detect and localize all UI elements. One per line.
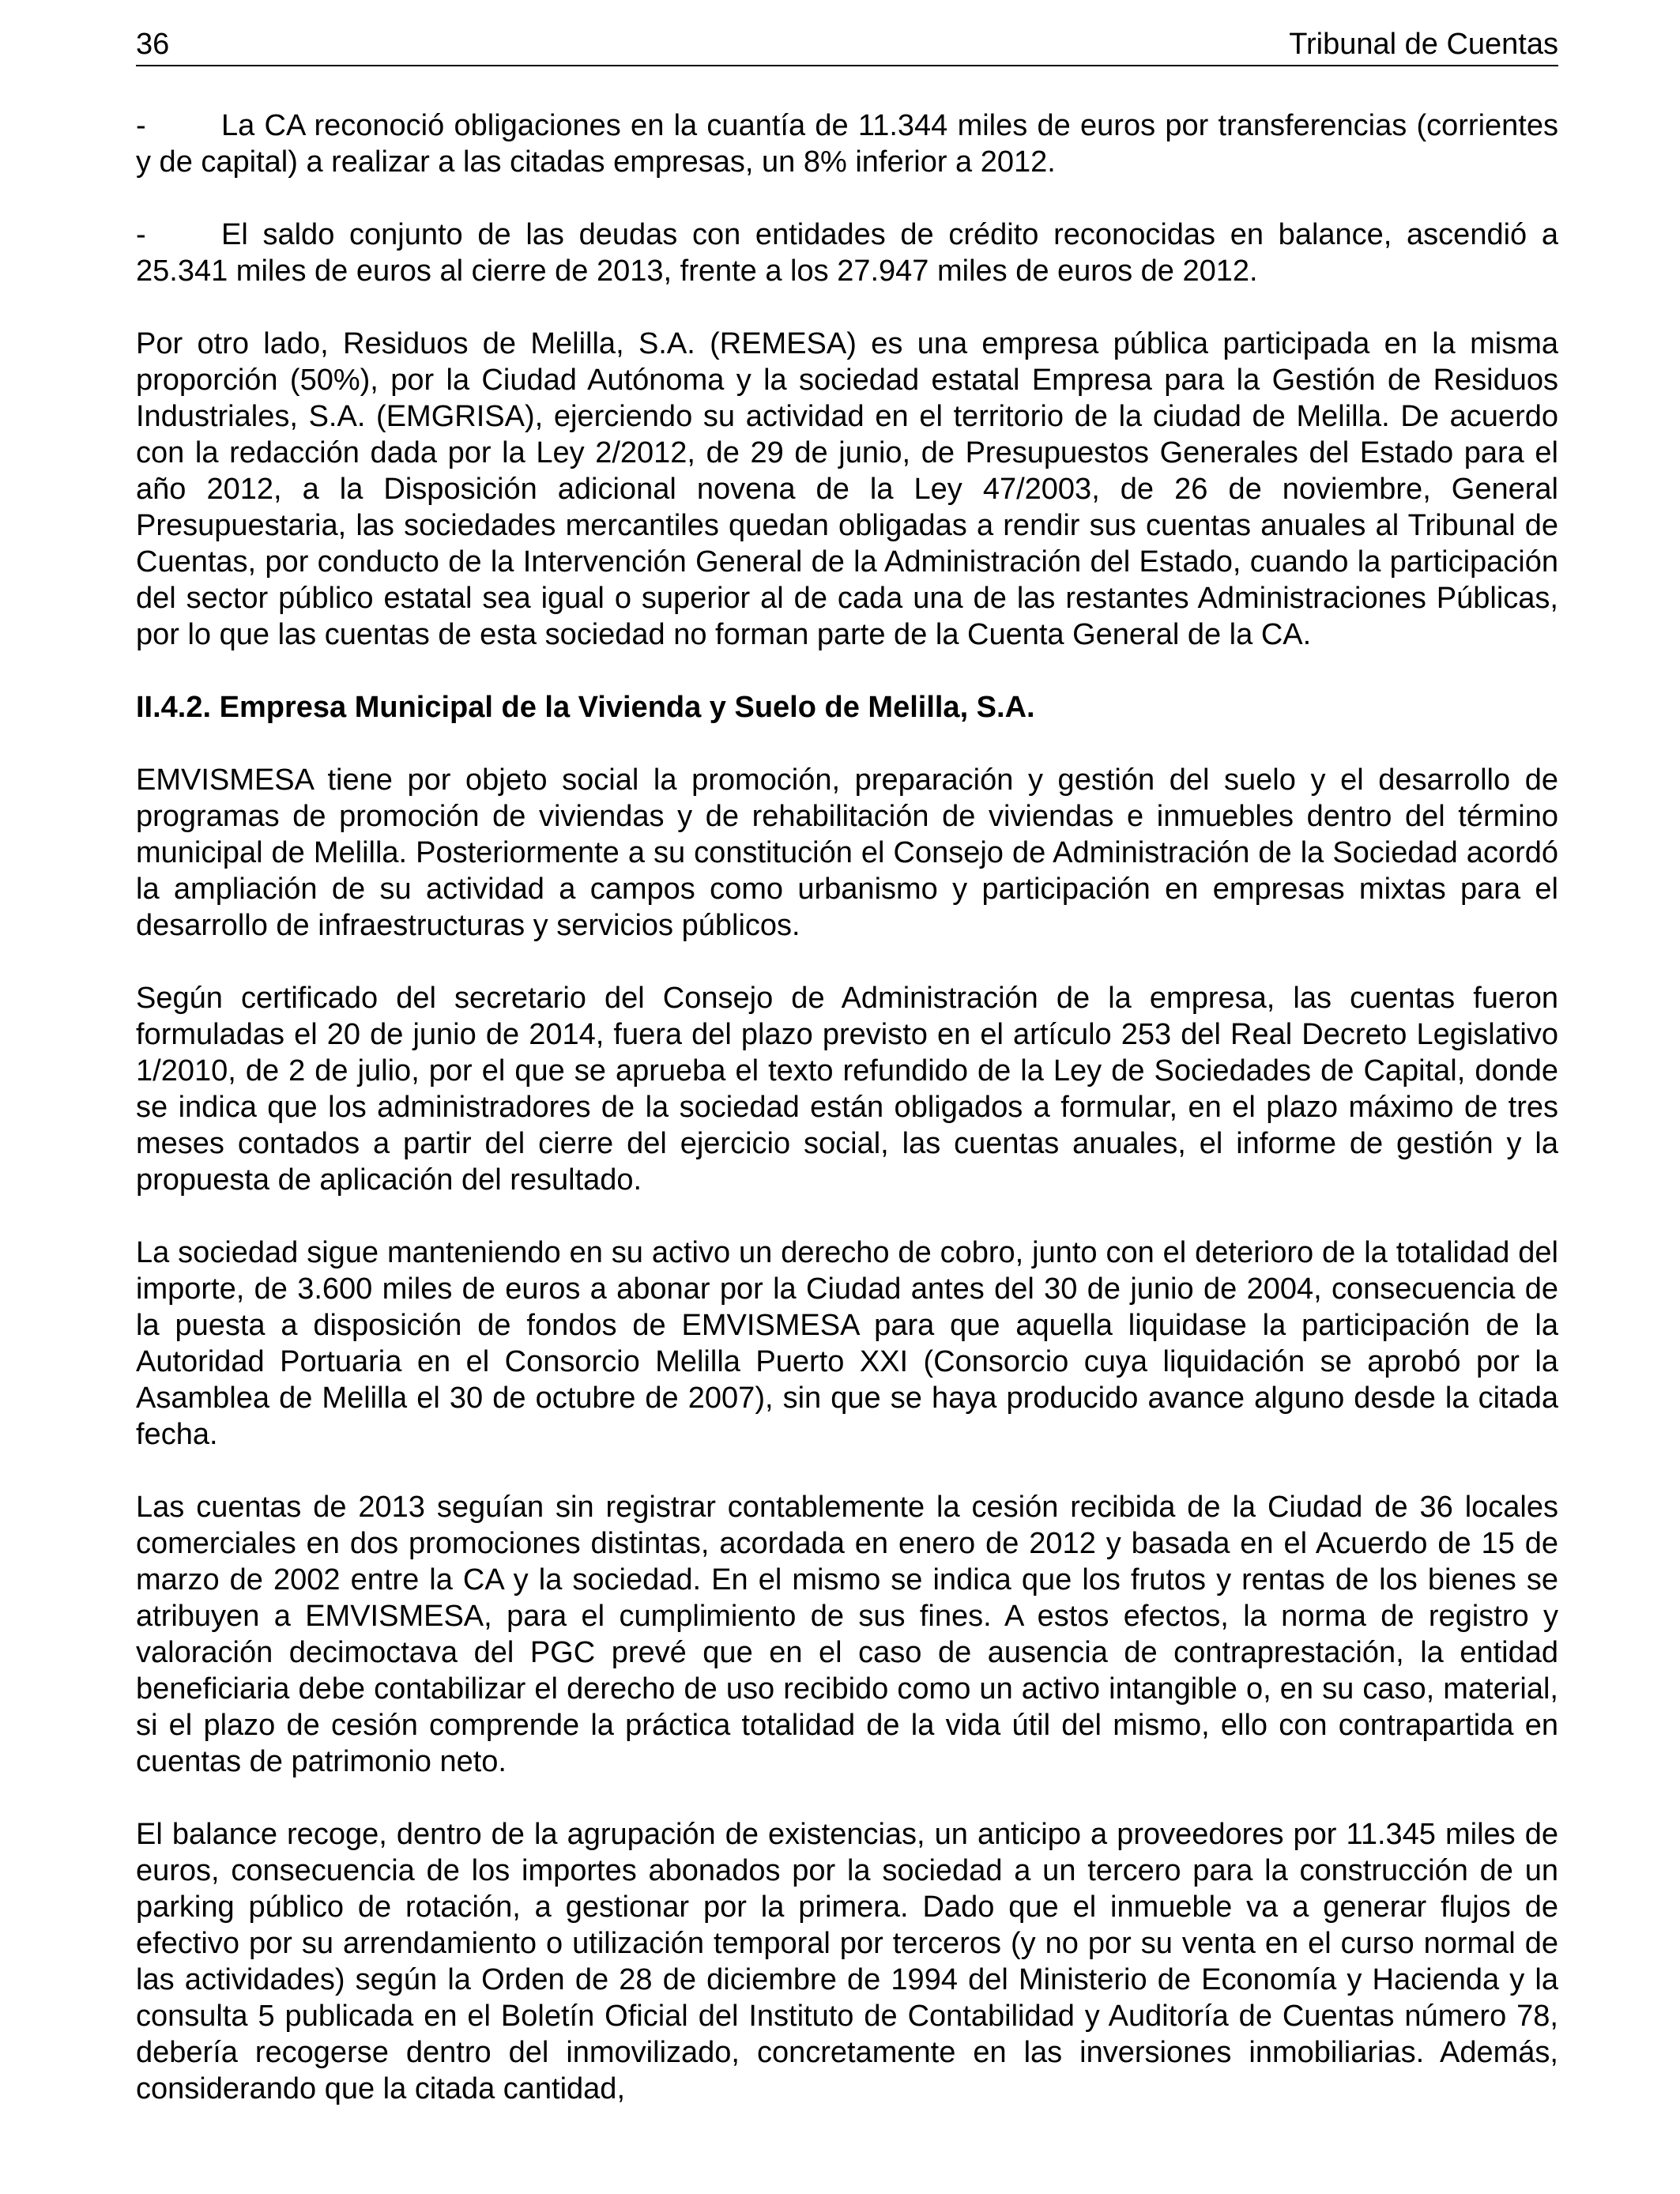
running-title: Tribunal de Cuentas [1289, 28, 1558, 61]
paragraph-balance: El balance recoge, dentro de la agrupación de existencias, un anticipo a proveedores por 11.345 miles de euros, consecuencia de los importes abonados por la sociedad a un tercero para la construcción de un parking público de rotación, a gestionar por la primera. Dado que el inmueble va a generar flujos de efectivo por su arrendamiento o utilización temporal por terceros (y no por su venta en el curso normal de las actividades) según la Orden de 28 de diciembre de 1994 del Ministerio de Economía y Hacienda y la consulta 5 publicada en el Boletín Oficial del Instituto de Contabilidad y Auditoría de Cuentas número 78, debería recogerse dentro del inmovilizado, concretamente en las inversiones inmobiliarias. Además, considerando que la citada cantidad, [136, 1818, 1558, 2105]
bullet-dash: - [136, 109, 146, 142]
bullet-item-deudas [136, 217, 1558, 289]
paragraph-cesion-locales: Las cuentas de 2013 seguían sin registrar contablemente la cesión recibida de la Ciudad de 36 locales comerciales en dos promociones distintas, acordada en enero de 2012 y basada en el Acuerdo de 15 de marzo de 2002 entre la CA y la sociedad. En el mismo se indica que los frutos y rentas de los bienes se atribuyen a EMVISMESA, para el cumplimiento de sus fines. A estos efectos, la norma de registro y valoración decimoctava del PGC prevé que en el caso de ausencia de contraprestación, la entidad beneficiaria debe contabilizar el derecho de uso recibido como un activo intangible o, en su caso, material, si el plazo de cesión comprende la práctica totalidad de la vida útil del mismo, ello con contrapartida en cuentas de patrimonio neto. [136, 1491, 1558, 1778]
paragraph-certificado: Según certificado del secretario del Consejo de Administración de la empresa, las cuentas fueron formuladas el 20 de junio de 2014, fuera del plazo previsto en el artículo 253 del Real Decreto Legislativo 1/2010, de 2 de julio, por el que se aprueba el texto refundido de la Ley de Sociedades de Capital, donde se indica que los administradores de la sociedad están obligados a formular, en el plazo máximo de tres meses contados a partir del cierre del ejercicio social, las cuentas anuales, el informe de gestión y la propuesta de aplicación del resultado. [136, 982, 1558, 1197]
paragraph-derecho-cobro: La sociedad sigue manteniendo en su activo un derecho de cobro, junto con el deterioro de la totalidad del importe, de 3.600 miles de euros a abonar por la Ciudad antes del 30 de junio de 2004, consecuencia de la puesta a disposición de fondos de EMVISMESA para que aquella liquidase la participación de la Autoridad Portuaria en el Consorcio Melilla Puerto XXI (Consorcio cuya liquidación se aprobó por la Asamblea de Melilla el 30 de octubre de 2007), sin que se haya producido avance alguno desde la citada fecha. [136, 1236, 1558, 1451]
section-heading: II.4.2. Empresa Municipal de la Vivienda y Suelo de Melilla, S.A. [136, 691, 1035, 724]
page-number: 36 [136, 28, 170, 61]
paragraph-remesa: Por otro lado, Residuos de Melilla, S.A. (REMESA) es una empresa pública participada en la misma proporción (50%), por la Ciudad Autónoma y la sociedad estatal Empresa para la Gestión de Residuos Industriales, S.A. (EMGRISA), ejerciendo su actividad en el territorio de la ciudad de Melilla. De acuerdo con la redacción dada por la Ley 2/2012, de 29 de junio, de Presupuestos Generales del Estado para el año 2012, a la Disposición adicional novena de la Ley 47/2003, de 26 de noviembre, General Presupuestaria, las sociedades mercantiles quedan obligadas a rendir sus cuentas anuales al Tribunal de Cuentas, por conducto de la Intervención General de la Administración del Estado, cuando la participación del sector público estatal sea igual o superior al de cada una de las restantes Administraciones Públicas, por lo que las cuentas de esta sociedad no forman parte de la Cuenta General de la CA. [136, 327, 1558, 651]
bullet-item-obligaciones [136, 107, 1558, 180]
bullet-text: El saldo conjunto de las deudas con entidades de crédito reconocidas en balance, ascendió a 25.341 miles de euros al cierre de 2013, frente a los 27.947 miles de euros de 2012. [136, 218, 1558, 288]
bullet-text: La CA reconoció obligaciones en la cuantía de 11.344 miles de euros por transferencias (corrientes y de capital) a realizar a las citadas empresas, un 8% inferior a 2012. [136, 109, 1558, 179]
page-header [136, 24, 1558, 66]
document-body [136, 107, 1558, 2107]
bullet-dash: - [136, 218, 146, 251]
paragraph-objeto-social: EMVISMESA tiene por objeto social la promoción, preparación y gestión del suelo y el desarrollo de programas de promoción de viviendas y de rehabilitación de viviendas e inmuebles dentro del término municipal de Melilla. Posteriormente a su constitución el Consejo de Administración de la Sociedad acordó la ampliación de su actividad a campos como urbanismo y participación en empresas mixtas para el desarrollo de infraestructuras y servicios públicos. [136, 763, 1558, 942]
